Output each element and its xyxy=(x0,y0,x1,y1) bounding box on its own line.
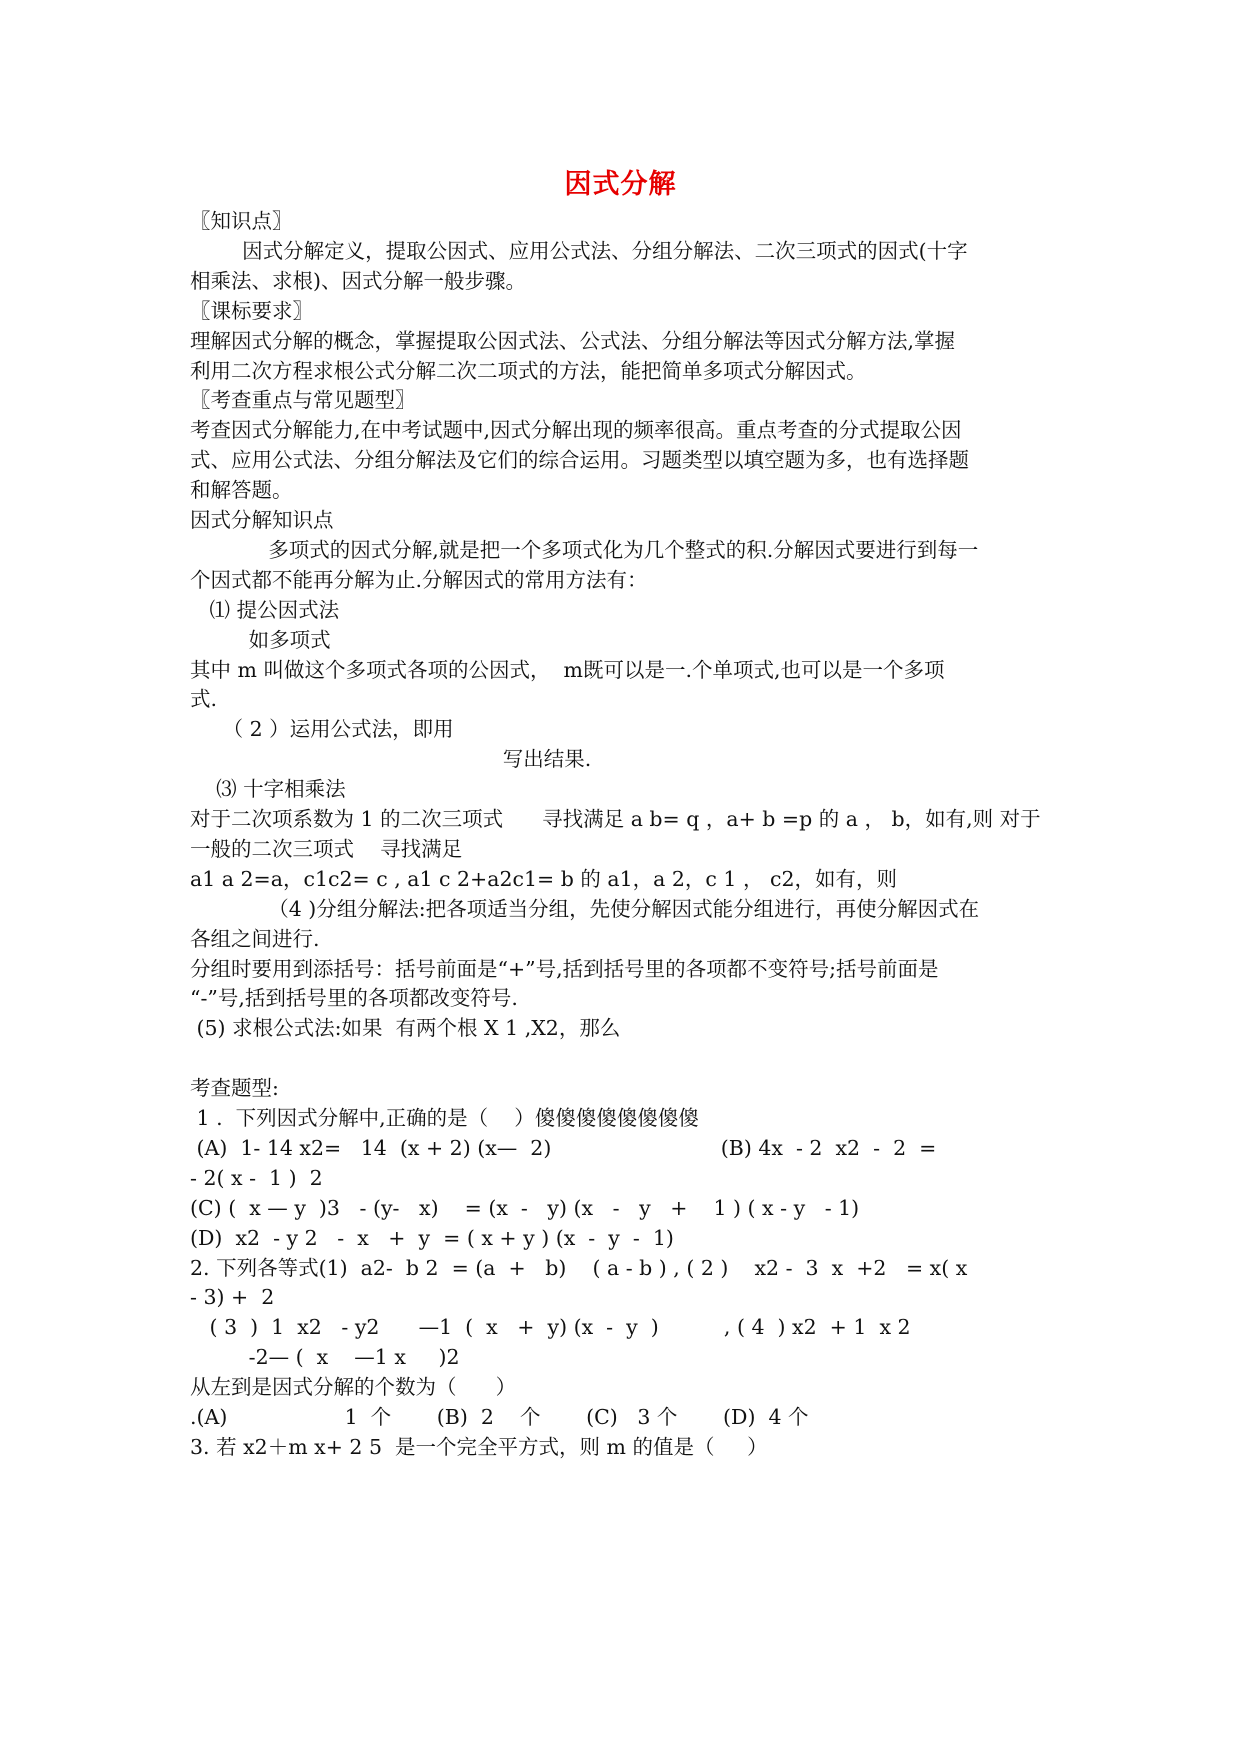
text-line: 多项式的因式分解,就是把一个多项式化为几个整式的积.分解因式要进行到每一 xyxy=(190,537,979,562)
text-line: 式. xyxy=(190,687,218,712)
text-line: (5) 求根公式法:如果 有两个根 X 1 ,X2，那么 xyxy=(190,1016,621,1041)
text-line: 因式分解知识点 xyxy=(190,508,334,532)
text-line: ( 3 ) 1 x2 - y2 —1 ( x + y) (x - y ) , ( 4 ) x2 + 1 x 2 xyxy=(190,1315,911,1340)
text-line: “-”号,括到括号里的各项都改变符号. xyxy=(190,986,518,1011)
text-line: 理解因式分解的概念，掌握提取公因式法、公式法、分组分解法等因式分解方法,掌握 xyxy=(190,328,956,353)
text-line: ⑶ 十字相乘法 xyxy=(190,777,346,802)
text-line: 各组之间进行. xyxy=(190,926,320,951)
text-line: 〖课标要求〗 xyxy=(190,298,313,323)
text-line: 1 . 下列因式分解中,正确的是（ ）傻傻傻傻傻傻傻傻 xyxy=(190,1106,699,1130)
text-line: 写出结果. xyxy=(190,747,592,772)
text-line: - 3) + 2 xyxy=(190,1285,275,1310)
text-line: -2— ( x —1 x )2 xyxy=(190,1345,460,1370)
text-line: 考查因式分解能力,在中考试题中,因式分解出现的频率很高。重点考查的分式提取公因 xyxy=(190,418,962,443)
text-line: (A) 1- 14 x2= 14 (x + 2) (x— 2) (B) 4x - 2 x2 - 2 = xyxy=(190,1135,937,1160)
text-line: (D) x2 - y 2 - x + y = ( x + y ) (x - y - 1) xyxy=(190,1225,674,1250)
text-line: （ 2 ）运用公式法，即用 xyxy=(190,717,454,742)
text-line: 相乘法、求根)、因式分解一般步骤。 xyxy=(190,268,526,293)
text-line: 从左到是因式分解的个数为（ ） xyxy=(190,1375,517,1400)
text-line: 其中 m 叫做这个多项式各项的公因式， m既可以是一.个单项式,也可以是一个多项 xyxy=(190,657,945,682)
text-line: 〖考查重点与常见题型〗 xyxy=(190,388,416,413)
text-line: .(A) 1 个 (B) 2 个 (C) 3 个 (D) 4 个 xyxy=(190,1405,809,1429)
text-line: 分组时要用到添括号：括号前面是“+”号,括到括号里的各项都不变符号;括号前面是 xyxy=(190,956,939,981)
text-line: (C) ( x — y )3 - (y- x) = (x - y) (x - y + 1 ) ( x - y - 1) xyxy=(190,1195,860,1220)
text-line: 2. 下列各等式(1) a2- b 2 = (a + b) ( a - b ) , ( 2 ) x2 - 3 x +2 = x( x xyxy=(190,1255,968,1280)
text-line: 对于二次项系数为 1 的二次三项式 寻找满足 a b= q ，a+ b =p 的 a ， b，如有,则 对于 xyxy=(190,807,1041,831)
text-line: - 2( x - 1 ) 2 xyxy=(190,1165,323,1190)
text-line: 式、应用公式法、分组分解法及它们的综合运用。习题类型以填空题为多，也有选择题 xyxy=(190,448,969,473)
text-line: 如多项式 xyxy=(190,627,331,652)
text-line: 因式分解定义，提取公因式、应用公式法、分组分解法、二次三项式的因式(十字 xyxy=(190,238,968,263)
text-line: 考查题型: xyxy=(190,1076,279,1101)
document-title: 因式分解 xyxy=(564,169,677,200)
text-line: 和解答题。 xyxy=(190,478,293,503)
text-line: a1 a 2=a，c1c2= c , a1 c 2+a2c1= b 的 a1，a 2，c 1 ， c2，如有，则 xyxy=(190,866,898,891)
text-line: （4 )分组分解法:把各项适当分组，先使分解因式能分组进行，再使分解因式在 xyxy=(190,896,980,921)
text-line: 一般的二次三项式 寻找满足 xyxy=(190,836,463,861)
text-line: ⑴ 提公因式法 xyxy=(190,597,340,622)
text-line: 利用二次方程求根公式分解二次二项式的方法，能把简单多项式分解因式。 xyxy=(190,358,867,383)
text-line: 3. 若 x2＋m x+ 2 5 是一个完全平方式，则 m 的值是（ ） xyxy=(190,1434,768,1459)
text-line: 个因式都不能再分解为止.分解因式的常用方法有： xyxy=(190,567,648,592)
text-line: 〖知识点〗 xyxy=(190,209,293,233)
